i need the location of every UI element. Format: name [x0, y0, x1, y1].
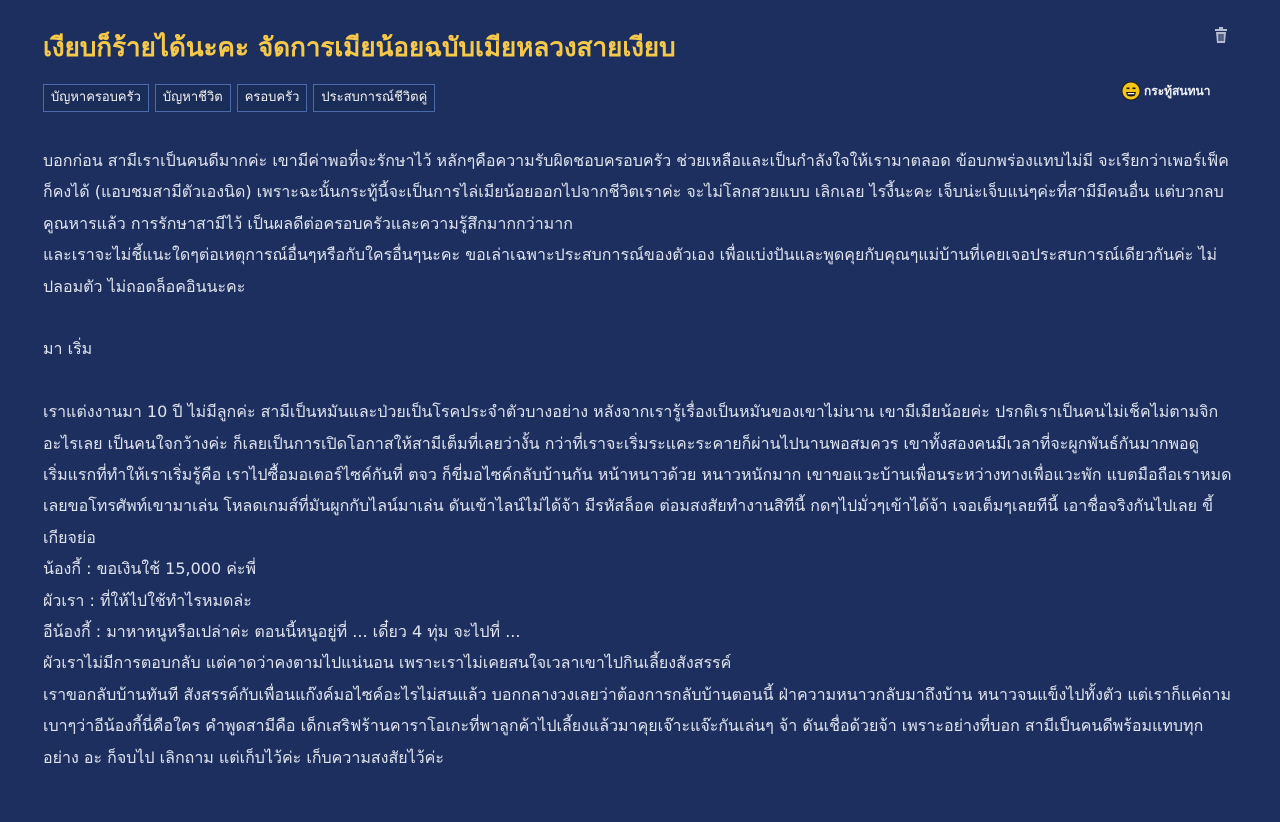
topic-title: เงียบก็ร้ายได้นะคะ จัดการเมียน้อยฉบับเมียหลวงสายเงียบ — [43, 33, 676, 63]
paragraph: เราแต่งงานมา 10 ปี ไม่มีลูกค่ะ สามีเป็นหมันและป่วยเป็นโรคประจำตัวบางอย่าง หลังจากเรารู้เรื่องเป็นหมันของเขาไม่นาน เขามีเมียน้อยค่ะ ปรกติเราเป็นคนไม่เช็คไม่ตามจิกอะไรเลย เป็นคนใจกว้างค่ะ ก็เลยเป็นการเปิดโอกาสให้สามีเต็มที่เลยว่างั้น กว่าที่เราจะเริ่มระแคะระคายก็ผ่านไปนานพอสมควร เขาทั้งสองคนมีเวลาที่จะผูกพันธ์กันมากพอดู — [43, 402, 1219, 453]
tag-life-problem[interactable]: บัญหาชีวิต — [155, 84, 231, 112]
tag-list — [43, 84, 435, 112]
paragraph: น้องกี้ : ขอเงินใช้ 15,000 ค่ะพี่ — [43, 559, 257, 579]
paragraph: และเราจะไม่ชี้แนะใดๆต่อเหตุการณ์อื่นๆหรือกับใครอื่นๆนะคะ ขอเล่าเฉพาะประสบการณ์ของตัวเอง เพื่อแบ่งปันและพูดคุยกับคุณๆแม่บ้านที่เคยเจอประสบการณ์เดียวกันค่ะ ไม่ปลอมตัว ไม่ถอดล็อคอินนะคะ — [43, 245, 1218, 296]
paragraph: ผัวเราไม่มีการตอบกลับ แต่คาดว่าคงตามไปแน่นอน เพราะเราไม่เคยสนใจเวลาเขาไปกินเลี้ยงสังสรรค์ — [43, 653, 732, 673]
tag-family[interactable]: ครอบครัว — [237, 84, 308, 112]
tag-married-life-experience[interactable]: ประสบการณ์ชีวิตคู่ — [313, 84, 435, 112]
post-type-badge — [1121, 81, 1210, 101]
paragraph: บอกก่อน สามีเราเป็นคนดีมากค่ะ เขามีค่าพอที่จะรักษาไว้ หลักๆคือความรับผิดชอบครอบครัว ช่วยเหลือและเป็นกำลังใจให้เรามาตลอด ข้อบกพร่องแทบไม่มี จะเรียกว่าเพอร์เฟ็คก็คงได้ (แอบชมสามีตัวเองนิด) เพราะฉะนั้นกระทู้นี้จะเป็นการไล่เมียน้อยออกไปจากชีวิตเราค่ะ จะไม่โลกสวยแบบ เลิกเลย ไรงี้นะคะ เจ็บน่ะเจ็บแน่ๆค่ะที่สามีมีคนอื่น แต่บวกลบคูณหารแล้ว การรักษาสามีไว้ เป็นผลดีต่อครอบครัวและความรู้สึกมากกว่ามาก — [43, 151, 1229, 233]
paragraph: อีน้องกี้ : มาหาหนูหรือเปล่าค่ะ ตอนนี้หนูอยู่ที่ ... เดี๋ยว 4 ทุ่ม จะไปที่ ... — [43, 622, 521, 642]
paragraph: ผัวเรา : ที่ให้ไปใช้ทำไรหมดล่ะ — [43, 590, 252, 610]
paragraph: มา เริ่ม — [43, 339, 93, 359]
paragraph: เริ่มแรกที่ทำให้เราเริ่มรู้คือ เราไปซื้อมอเตอร์ไซค์กันที่ ตจว ก็ขี่มอไซค์กลับบ้านกัน หน้าหนาวด้วย หนาวหนักมาก เขาขอแวะบ้านเพื่อนระหว่างทางเพื่อแวะพัก แบตมือถือเราหมดเลยขอโทรศัพท์เขามาเล่น โหลดเกมส์ที่มันผูกกับไลน์มาเล่น ดันเข้าไลน์ไม่ได้จ้า มีรหัสล็อค ต่อมสงสัยทำงานสิทีนี้ กดๆไปมั่วๆเข้าได้จ้า เจอเต็มๆเลยทีนี้ เอาชื่อจริงกันไปเลย ขี้เกียจย่อ — [43, 465, 1232, 547]
blank-line — [43, 365, 1233, 396]
post-content — [43, 145, 1233, 773]
chat-smiley-icon — [1121, 81, 1141, 101]
blank-line — [43, 302, 1233, 333]
paragraph: เราขอกลับบ้านทันที สังสรรค์กับเพื่อนแก๊งค์มอไซค์อะไรไม่สนแล้ว บอกกลางวงเลยว่าต้องการกลับบ้านตอนนี้ ฝ่าความหนาวกลับมาถึงบ้าน หนาวจนแข็งไปทั้งตัว แต่เราก็แค่ถามเบาๆว่าอีน้องกี้นี่คือใคร คำพูดสามีคือ เด็กเสริฟร้านคาราโอเกะที่พาลูกค้าไปเลี้ยงแล้วมาคุยเจ๊าะแจ๊ะกันเล่นๆ จ้า ดันเชื่อด้วยจ้า เพราะอย่างที่บอก สามีเป็นคนดีพร้อมแทบทุกอย่าง อะ ก็จบไป เลิกถาม แต่เก็บไว้ค่ะ เก็บความสงสัยไว้ค่ะ — [43, 684, 1232, 767]
trash-icon[interactable] — [1212, 26, 1230, 44]
post-type-label: กระทู้สนทนา — [1144, 83, 1211, 98]
tag-family-problem[interactable]: บัญหาครอบครัว — [43, 84, 149, 112]
